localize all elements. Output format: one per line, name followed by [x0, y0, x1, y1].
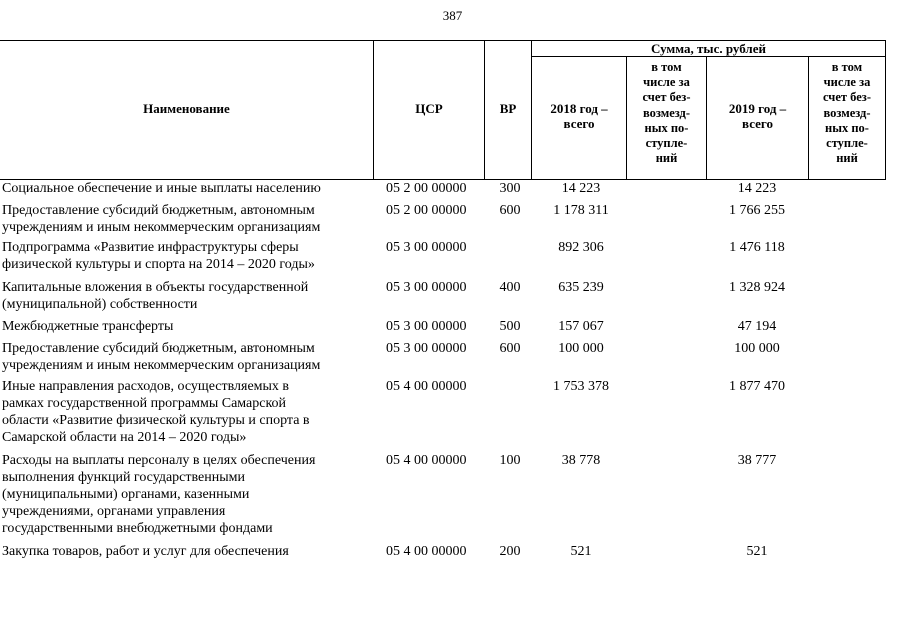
row-sum-2019: 521: [746, 544, 768, 559]
row-name-line: физической культуры и спорта на 2014 – 2020 годы»: [2, 257, 315, 272]
row-vr: 300: [499, 181, 521, 196]
row-csr: 05 3 00 00000: [386, 280, 467, 295]
header-2018-free-line: возмезд-: [642, 105, 691, 120]
row-name-line: Иные направления расходов, осуществляемых в: [2, 379, 290, 394]
row-name-line: (муниципальной) собственности: [2, 297, 198, 312]
row-name-line: учреждениями, органами управления: [2, 504, 226, 519]
row-vr: 400: [499, 280, 521, 295]
header-2019-total-line: всего: [742, 116, 773, 131]
row-sum-2018: 521: [570, 544, 592, 559]
row-name-line: Предоставление субсидий бюджетным, автономным: [2, 203, 315, 218]
header-2018-free-line: ступле-: [645, 136, 688, 151]
row-name: [2, 318, 364, 335]
header-2018-free-line: счет без-: [642, 90, 691, 105]
row-vr: 600: [499, 341, 521, 356]
header-2018-free-line: ний: [655, 151, 678, 166]
row-sum-2019: 1 476 118: [729, 240, 785, 255]
header-2018-total-line: 2018 год –: [550, 101, 608, 116]
row-sum-2018: 892 306: [558, 240, 604, 255]
row-sum-2019: 1 766 255: [729, 203, 785, 218]
row-name-line: государственными внебюджетными фондами: [2, 521, 273, 536]
header-2018-free-line: числе за: [643, 75, 690, 90]
row-vr: 100: [499, 453, 521, 468]
row-name: [2, 543, 364, 560]
row-sum-2018: 157 067: [558, 319, 604, 334]
header-sum-group: Сумма, тыс. рублей: [651, 41, 766, 56]
row-sum-2018: 1 753 378: [553, 379, 609, 394]
row-name: [2, 378, 364, 446]
row-name-line: Межбюджетные трансферты: [2, 319, 174, 334]
row-name: [2, 239, 364, 273]
row-name-line: Закупка товаров, работ и услуг для обеспечения: [2, 544, 289, 559]
row-name-line: области «Развитие физической культуры и спорта в: [2, 413, 310, 428]
header-2019-free: [809, 60, 885, 166]
header-2019-free-line: ступле-: [826, 136, 868, 151]
row-name: [2, 180, 364, 197]
row-sum-2019: 1 328 924: [729, 280, 785, 295]
row-sum-2019: 100 000: [734, 341, 780, 356]
row-sum-2019: 1 877 470: [729, 379, 785, 394]
row-name: [2, 202, 364, 236]
row-vr: 200: [499, 544, 521, 559]
row-csr: 05 3 00 00000: [386, 240, 467, 255]
header-2019-total: [707, 101, 808, 131]
header-right-border: [885, 40, 886, 180]
header-2018-free: [627, 60, 706, 166]
row-name: [2, 340, 364, 374]
row-name-line: (муниципальными) органами, казенными: [2, 487, 250, 502]
row-csr: 05 2 00 00000: [386, 181, 467, 196]
header-sum-divider: [531, 56, 886, 57]
row-name-line: выполнения функций государственными: [2, 470, 245, 485]
row-name-line: Предоставление субсидий бюджетным, автономным: [2, 341, 315, 356]
header-2018-free-line: в том: [651, 60, 682, 74]
header-name: Наименование: [143, 101, 230, 116]
row-csr: 05 4 00 00000: [386, 453, 467, 468]
row-sum-2018: 100 000: [558, 341, 604, 356]
row-csr: 05 2 00 00000: [386, 203, 467, 218]
row-sum-2019: 38 777: [737, 453, 777, 468]
row-csr: 05 3 00 00000: [386, 319, 467, 334]
row-sum-2019: 47 194: [737, 319, 777, 334]
header-2019-free-line: ний: [836, 151, 858, 166]
row-name-line: Самарской области на 2014 – 2020 годы»: [2, 430, 247, 445]
header-vr: ВР: [499, 101, 517, 116]
header-2019-free-line: числе за: [823, 75, 871, 90]
header-2019-free-line: возмезд-: [823, 105, 871, 120]
row-csr: 05 4 00 00000: [386, 379, 467, 394]
header-2019-free-line: счет без-: [823, 90, 871, 105]
row-name-line: Капитальные вложения в объекты государственной: [2, 280, 309, 295]
row-sum-2018: 1 178 311: [553, 203, 609, 218]
page-number: 387: [442, 8, 463, 23]
row-sum-2018: 635 239: [558, 280, 604, 295]
row-vr: 600: [499, 203, 521, 218]
row-name-line: учреждениям и иным некоммерческим организациям: [2, 220, 321, 235]
header-2019-free-line: ных по-: [825, 120, 869, 135]
row-name: [2, 279, 364, 313]
row-vr: 500: [499, 319, 521, 334]
row-sum-2018: 38 778: [561, 453, 601, 468]
row-sum-2019: 14 223: [737, 181, 777, 196]
header-2018-total-line: всего: [563, 116, 595, 131]
header-csr: ЦСР: [415, 101, 443, 116]
header-2019-total-line: 2019 год –: [728, 101, 787, 116]
row-name-line: Подпрограмма «Развитие инфраструктуры сферы: [2, 240, 299, 255]
row-name-line: Социальное обеспечение и иные выплаты населению: [2, 181, 321, 196]
header-2019-free-line: в том: [831, 60, 863, 74]
row-name-line: учреждениям и иным некоммерческим организациям: [2, 358, 321, 373]
row-name-line: рамках государственной программы Самарской: [2, 396, 287, 411]
row-csr: 05 3 00 00000: [386, 341, 467, 356]
header-2018-total: [532, 101, 626, 131]
row-sum-2018: 14 223: [561, 181, 601, 196]
row-csr: 05 4 00 00000: [386, 544, 467, 559]
row-name: [2, 452, 364, 537]
row-name-line: Расходы на выплаты персоналу в целях обеспечения: [2, 453, 316, 468]
header-2018-free-line: ных по-: [644, 120, 689, 135]
